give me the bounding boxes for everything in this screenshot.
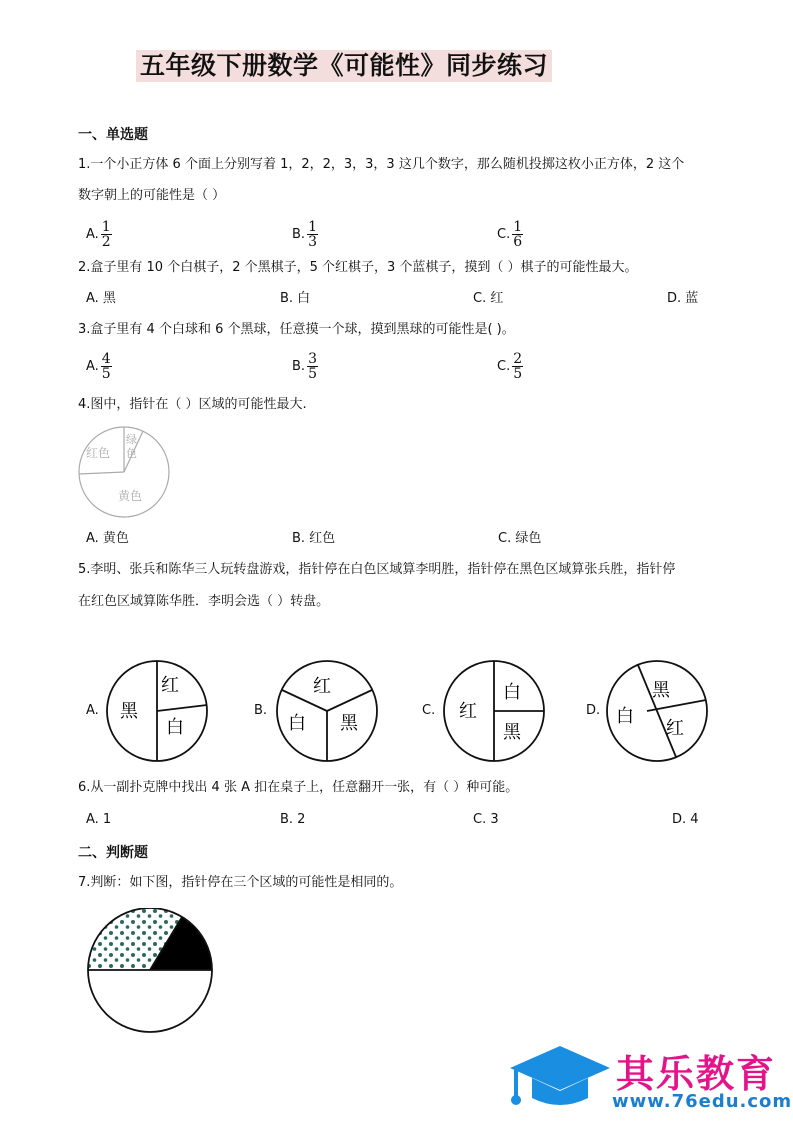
fraction: $\frac{1}{2}$ <box>101 219 111 250</box>
q5-text-line1: 5.李明、张兵和陈华三人玩转盘游戏，指针停在白色区域算李明胜，指针停在黑色区域算张兵胜，指针停 <box>78 562 676 577</box>
q1-text-line1: 1.一个小正方体 6 个面上分别写着 1，2，2，3，3，3 这几个数字，那么随机投掷这枚小正方体，2 这个 <box>78 157 685 172</box>
q1-option-b[interactable]: B. $\frac{1}{3}$ <box>292 219 317 250</box>
q5-b-label-red: 红 <box>313 676 331 697</box>
q4-option-a[interactable]: A. 黄色 <box>86 531 129 546</box>
fraction: $\frac{2}{5}$ <box>513 351 523 382</box>
q5-c-label-red: 红 <box>459 701 477 722</box>
q5-option-c-letter[interactable]: C. <box>422 703 436 718</box>
q5-a-label-black: 黑 <box>120 701 138 722</box>
q5-spinner-b[interactable] <box>274 658 380 764</box>
q1-option-a[interactable]: A. $\frac{1}{2}$ <box>86 219 111 250</box>
logo-url: www.76edu.com <box>612 1091 793 1112</box>
q3-text: 3.盒子里有 4 个白球和 6 个黑球，任意摸一个球，摸到黑球的可能性是( )。 <box>78 322 515 337</box>
q5-option-d-letter[interactable]: D. <box>586 703 601 718</box>
q6-option-a[interactable]: A. 1 <box>86 812 112 827</box>
fraction: $\frac{4}{5}$ <box>101 351 111 382</box>
q4-option-c[interactable]: C. 绿色 <box>498 531 542 546</box>
q2-option-d[interactable]: D. 蓝 <box>667 291 699 306</box>
q6-option-d[interactable]: D. 4 <box>672 812 699 827</box>
q4-text: 4.图中，指针在（ ）区域的可能性最大. <box>78 397 307 412</box>
fraction: $\frac{1}{6}$ <box>513 219 523 250</box>
q5-option-b-letter[interactable]: B. <box>254 703 268 718</box>
q3-option-a[interactable]: A. $\frac{4}{5}$ <box>86 351 111 382</box>
q1-option-c[interactable]: C. $\frac{1}{6}$ <box>497 219 523 250</box>
q1-text-line2: 数字朝上的可能性是（ ） <box>78 188 226 203</box>
q5-option-a-letter[interactable]: A. <box>86 703 99 718</box>
fraction: $\frac{3}{5}$ <box>308 351 317 382</box>
section-heading-single-choice: 一、单选题 <box>78 127 148 143</box>
q6-option-b[interactable]: B. 2 <box>280 812 306 827</box>
section-heading-true-false: 二、判断题 <box>78 845 148 861</box>
q5-d-label-black: 黑 <box>652 680 670 701</box>
q4-label-green-1: 绿 <box>126 433 137 446</box>
q4-label-green-2: 色 <box>126 447 137 460</box>
q4-option-b[interactable]: B. 红色 <box>292 531 336 546</box>
q5-d-label-red: 红 <box>666 718 684 739</box>
q5-a-label-red: 红 <box>161 675 179 696</box>
q2-text: 2.盒子里有 10 个白棋子，2 个黑棋子，5 个红棋子，3 个蓝棋子，摸到（ ）棋子的可能性最大。 <box>78 260 638 275</box>
graduation-cap-icon <box>508 1040 612 1116</box>
q5-spinner-c[interactable] <box>441 658 547 764</box>
q5-b-label-white: 白 <box>288 713 306 734</box>
q2-option-a[interactable]: A. 黑 <box>86 291 116 306</box>
q6-text: 6.从一副扑克牌中找出 4 张 A 扣在桌子上，任意翻开一张，有（ ）种可能。 <box>78 780 519 795</box>
q5-a-label-white: 白 <box>166 717 184 738</box>
q5-c-label-white: 白 <box>503 682 521 703</box>
q5-d-label-white: 白 <box>616 706 634 727</box>
fraction: $\frac{1}{3}$ <box>308 219 317 250</box>
q6-option-c[interactable]: C. 3 <box>473 812 499 827</box>
page-title: 五年级下册数学《可能性》同步练习 <box>136 50 552 82</box>
q2-option-c[interactable]: C. 红 <box>473 291 504 306</box>
q5-text-line2: 在红色区域算陈华胜．李明会选（ ）转盘。 <box>78 594 330 609</box>
q2-option-b[interactable]: B. 白 <box>280 291 311 306</box>
q7-text: 7.判断：如下图，指针停在三个区域的可能性是相同的。 <box>78 875 403 890</box>
q4-label-yellow: 黄色 <box>118 489 143 503</box>
q4-spinner-figure <box>76 424 172 520</box>
q3-option-b[interactable]: B. $\frac{3}{5}$ <box>292 351 317 382</box>
q5-b-label-black: 黑 <box>340 713 358 734</box>
logo-name: 其乐教育 <box>616 1052 777 1096</box>
q5-c-label-black: 黑 <box>503 722 521 743</box>
q4-label-red: 红色 <box>86 446 111 460</box>
q3-option-c[interactable]: C. $\frac{2}{5}$ <box>497 351 523 382</box>
q5-spinner-a[interactable] <box>104 658 210 764</box>
q5-spinner-d[interactable] <box>604 658 710 764</box>
q7-spinner-figure <box>86 908 214 1036</box>
